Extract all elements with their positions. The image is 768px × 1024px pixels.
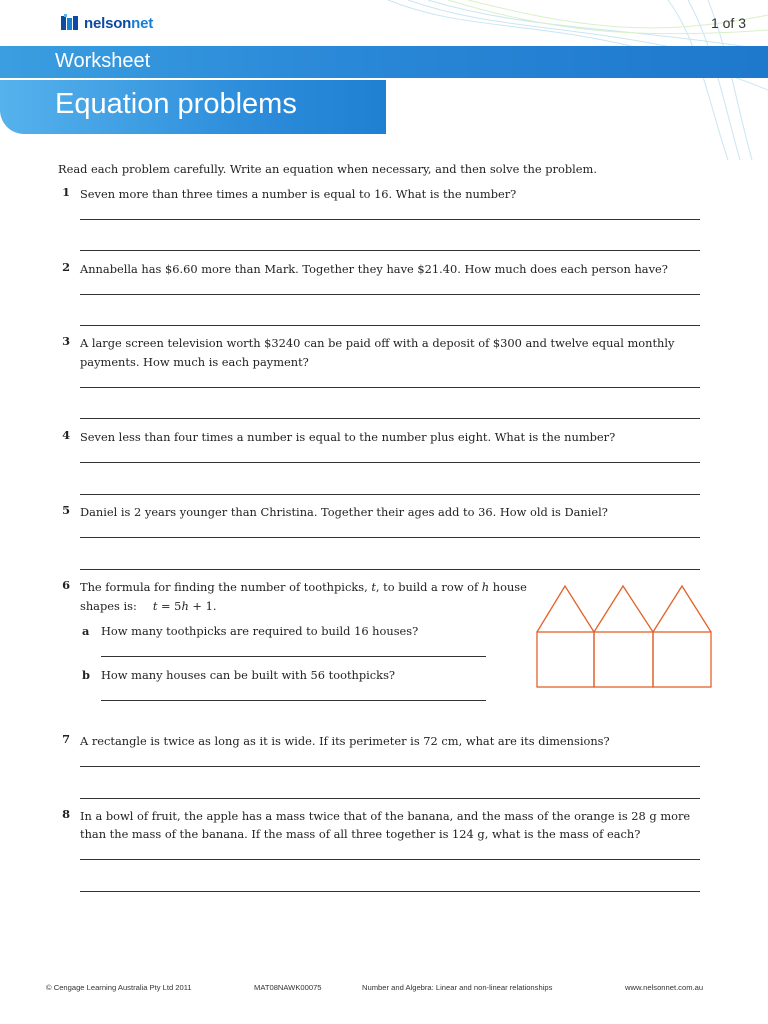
- question-text: Seven less than four times a number is equal to the number plus eight. What is the number?: [80, 430, 616, 444]
- question-text: A rectangle is twice as long as it is wide. If its perimeter is 72 cm, what are its dimensions?: [80, 734, 610, 748]
- answer-line[interactable]: [80, 294, 700, 295]
- answer-line[interactable]: [80, 891, 700, 892]
- answer-line[interactable]: [80, 537, 700, 538]
- instructions: Read each problem carefully. Write an equation when necessary, and then solve the problem.: [58, 162, 597, 176]
- page-number: 1 of 3: [710, 15, 746, 31]
- nelsonnet-logo: [60, 12, 180, 34]
- answer-line[interactable]: [80, 418, 700, 419]
- answer-line[interactable]: [101, 700, 486, 701]
- answer-line[interactable]: [80, 250, 700, 251]
- part-text: How many houses can be built with 56 toothpicks?: [101, 668, 396, 682]
- question-number: 8: [62, 807, 70, 821]
- question-text: Daniel is 2 years younger than Christina. Together their ages add to 36. How old is Daniel?: [80, 505, 608, 519]
- house-shape: [537, 586, 594, 687]
- question-number: 2: [62, 260, 70, 274]
- answer-line[interactable]: [80, 569, 700, 570]
- answer-line[interactable]: [80, 387, 700, 388]
- footer-copyright: © Cengage Learning Australia Pty Ltd 2011: [46, 983, 192, 992]
- answer-line[interactable]: [80, 462, 700, 463]
- question-number: 7: [62, 732, 70, 746]
- question-number: 6: [62, 578, 70, 592]
- header-decoration: [368, 0, 768, 160]
- toothpick-houses-diagram: [536, 583, 712, 689]
- footer-strand: Number and Algebra: Linear and non-linear relationships: [362, 983, 553, 992]
- question-text: than the mass of the banana. If the mass of all three together is 124 g, what is the mass of each?: [80, 827, 641, 841]
- question-text: payments. How much is each payment?: [80, 355, 309, 369]
- part-text: How many toothpicks are required to build 16 houses?: [101, 624, 419, 638]
- question-number: 3: [62, 334, 70, 348]
- question-number: 4: [62, 428, 70, 442]
- nelsonnet-logo-icon: [60, 13, 80, 33]
- footer-website-link[interactable]: www.nelsonnet.com.au: [625, 983, 704, 992]
- question-number: 1: [62, 185, 70, 199]
- worksheet-label: Worksheet: [55, 50, 151, 72]
- answer-line[interactable]: [80, 766, 700, 767]
- question-text: Annabella has $6.60 more than Mark. Together they have $21.40. How much does each person have?: [80, 262, 668, 276]
- answer-line[interactable]: [101, 656, 486, 657]
- question-text: A large screen television worth $3240 can be paid off with a deposit of $300 and twelve equal monthly: [80, 336, 675, 350]
- footer-code: MAT08NAWK00075: [254, 983, 322, 992]
- house-shape: [594, 586, 653, 687]
- question-text: The formula for finding the number of toothpicks, t, to build a row of h house: [80, 580, 527, 594]
- answer-line[interactable]: [80, 219, 700, 220]
- question-text: In a bowl of fruit, the apple has a mass twice that of the banana, and the mass of the orange is 28 g more: [80, 809, 691, 823]
- answer-line[interactable]: [80, 325, 700, 326]
- part-label: a: [82, 624, 90, 638]
- answer-line[interactable]: [80, 494, 700, 495]
- formula: t = 5h + 1.: [152, 599, 217, 613]
- question-number: 5: [62, 503, 70, 517]
- page-title: Equation problems: [55, 88, 297, 120]
- house-shape: [653, 586, 711, 687]
- answer-line[interactable]: [80, 798, 700, 799]
- part-label: b: [82, 668, 90, 682]
- question-text: shapes is: t = 5h + 1.: [80, 599, 217, 613]
- answer-line[interactable]: [80, 859, 700, 860]
- question-text: Seven more than three times a number is equal to 16. What is the number?: [80, 187, 517, 201]
- logo-wordmark: nelsonnet: [84, 14, 154, 32]
